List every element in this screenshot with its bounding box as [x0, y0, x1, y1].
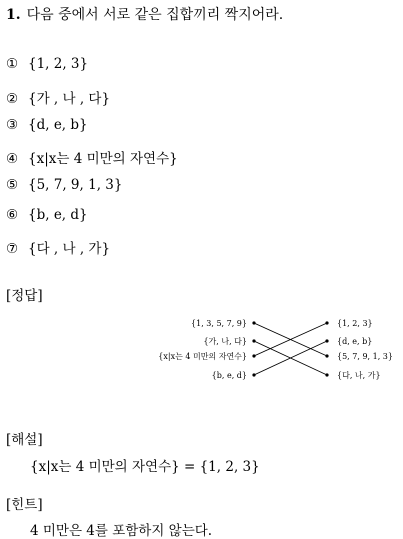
answer-right-4: {다, 나, 가}	[337, 371, 381, 380]
answer-left-3: {x|x는 4 미만의 자연수}	[158, 352, 247, 361]
option-text: {다 , 나 , 가}	[28, 241, 111, 257]
option-marker: ⑦	[6, 241, 19, 257]
hint-text: 4 미만은 4를 포함하지 않는다.	[30, 523, 213, 539]
question-text: 다음 중에서 서로 같은 집합끼리 짝지어라.	[26, 7, 284, 23]
option-text: {b, e, d}	[28, 207, 88, 223]
option-text: {1, 2, 3}	[28, 56, 89, 72]
option-text: {x|x는 4 미만의 자연수}	[28, 151, 178, 167]
explanation-text: {x|x는 4 미만의 자연수} = {1, 2, 3}	[30, 459, 260, 475]
answer-right-1: {1, 2, 3}	[337, 319, 373, 328]
match-lines	[252, 321, 328, 376]
option-marker: ④	[6, 151, 19, 167]
answer-label: [정답]	[6, 288, 43, 304]
option-marker: ①	[6, 56, 19, 72]
hint-label: [힌트]	[6, 497, 43, 513]
answer-left-1: {1, 3, 5, 7, 9}	[191, 319, 247, 328]
option-text: {d, e, b}	[28, 117, 88, 133]
answer-left-4: {b, e, d}	[211, 371, 247, 380]
question-number: 1.	[6, 7, 21, 23]
answer-right-2: {d, e, b}	[337, 337, 373, 346]
option-marker: ⑥	[6, 207, 19, 223]
option-marker: ⑤	[6, 177, 19, 193]
option-marker: ③	[6, 117, 19, 133]
option-text: {가 , 나 , 다}	[28, 91, 111, 107]
answer-left-2: {가, 나, 다}	[203, 337, 247, 346]
answer-right-3: {5, 7, 9, 1, 3}	[337, 352, 393, 361]
explanation-label: [해설]	[6, 432, 43, 448]
option-text: {5, 7, 9, 1, 3}	[28, 177, 123, 193]
option-marker: ②	[6, 91, 19, 107]
